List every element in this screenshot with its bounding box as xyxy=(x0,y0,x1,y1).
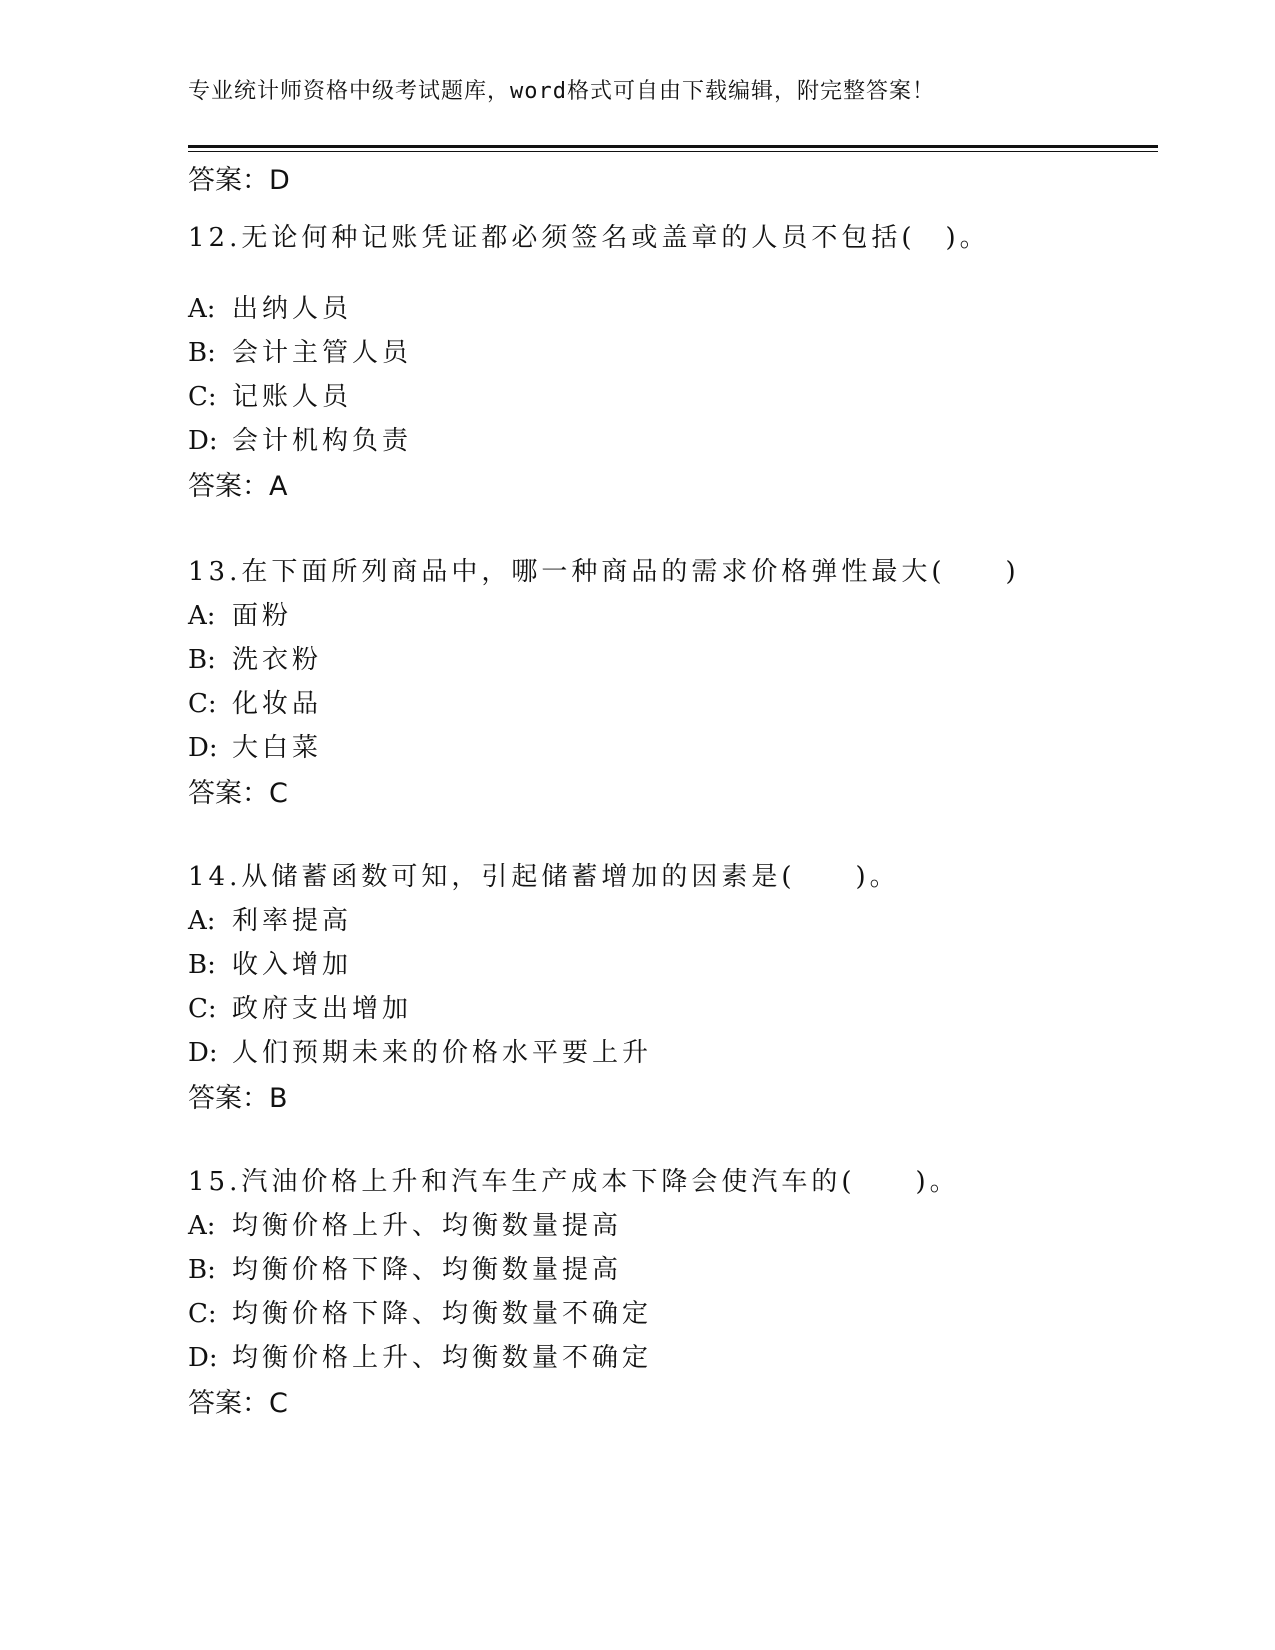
option-text: 化妆品 xyxy=(232,689,323,719)
question-12-option-b xyxy=(188,332,412,369)
question-15-option-b xyxy=(188,1249,622,1286)
question-12-option-c xyxy=(188,376,352,413)
question-15-option-a xyxy=(188,1205,622,1242)
question-15-answer: 答案：C xyxy=(188,1388,288,1419)
option-text: 大白菜 xyxy=(232,733,323,763)
option-label: C: xyxy=(188,1299,217,1329)
question-13-option-d xyxy=(188,727,322,764)
question-15-stem: 15.汽油价格上升和汽车生产成本下降会使汽车的( )。 xyxy=(188,1167,960,1197)
option-label: C: xyxy=(188,689,217,719)
header-rule-thin xyxy=(188,151,1158,152)
question-14-stem: 14.从储蓄函数可知，引起储蓄增加的因素是( )。 xyxy=(188,862,900,892)
option-label: A: xyxy=(188,601,216,631)
page-header: 专业统计师资格中级考试题库，word格式可自由下载编辑，附完整答案！ xyxy=(188,79,935,104)
question-14-option-b xyxy=(188,944,352,981)
option-text: 均衡价格下降、均衡数量不确定 xyxy=(232,1299,653,1329)
option-label: C: xyxy=(188,382,217,412)
question-13-option-a xyxy=(188,595,292,632)
option-label: D: xyxy=(188,1038,218,1068)
previous-answer: 答案：D xyxy=(188,165,290,196)
question-14-answer: 答案：B xyxy=(188,1083,288,1114)
option-label: B: xyxy=(188,1255,216,1285)
question-15-option-d xyxy=(188,1337,652,1374)
option-text: 面粉 xyxy=(232,601,293,631)
option-text: 均衡价格上升、均衡数量提高 xyxy=(232,1211,623,1241)
question-12-option-d xyxy=(188,420,412,457)
option-label: B: xyxy=(188,338,216,368)
option-text: 政府支出增加 xyxy=(232,994,413,1024)
option-text: 利率提高 xyxy=(232,906,353,936)
option-label: A: xyxy=(188,294,216,324)
option-text: 人们预期未来的价格水平要上升 xyxy=(232,1038,653,1068)
header-rule-thick xyxy=(188,145,1158,148)
option-text: 均衡价格下降、均衡数量提高 xyxy=(232,1255,623,1285)
option-label: D: xyxy=(188,426,218,456)
question-14-option-d xyxy=(188,1032,652,1069)
option-label: B: xyxy=(188,950,216,980)
option-label: D: xyxy=(188,1343,218,1373)
question-13-option-c xyxy=(188,683,322,720)
question-13-option-b xyxy=(188,639,322,676)
option-text: 洗衣粉 xyxy=(232,645,323,675)
option-label: A: xyxy=(188,1211,216,1241)
question-12-answer: 答案：A xyxy=(188,471,288,502)
question-12-stem: 12.无论何种记账凭证都必须签名或盖章的人员不包括( )。 xyxy=(188,223,990,253)
option-text: 记账人员 xyxy=(232,382,353,412)
option-text: 均衡价格上升、均衡数量不确定 xyxy=(232,1343,653,1373)
option-label: A: xyxy=(188,906,216,936)
option-text: 会计机构负责 xyxy=(232,426,413,456)
option-label: D: xyxy=(188,733,218,763)
option-label: C: xyxy=(188,994,217,1024)
question-14-option-a xyxy=(188,900,352,937)
option-text: 收入增加 xyxy=(232,950,353,980)
option-label: B: xyxy=(188,645,216,675)
question-12-option-a xyxy=(188,288,352,325)
question-13-stem: 13.在下面所列商品中，哪一种商品的需求价格弹性最大( ) xyxy=(188,557,1020,587)
option-text: 出纳人员 xyxy=(232,294,353,324)
option-text: 会计主管人员 xyxy=(232,338,413,368)
question-15-option-c xyxy=(188,1293,652,1330)
question-13-answer: 答案：C xyxy=(188,778,288,809)
question-14-option-c xyxy=(188,988,412,1025)
